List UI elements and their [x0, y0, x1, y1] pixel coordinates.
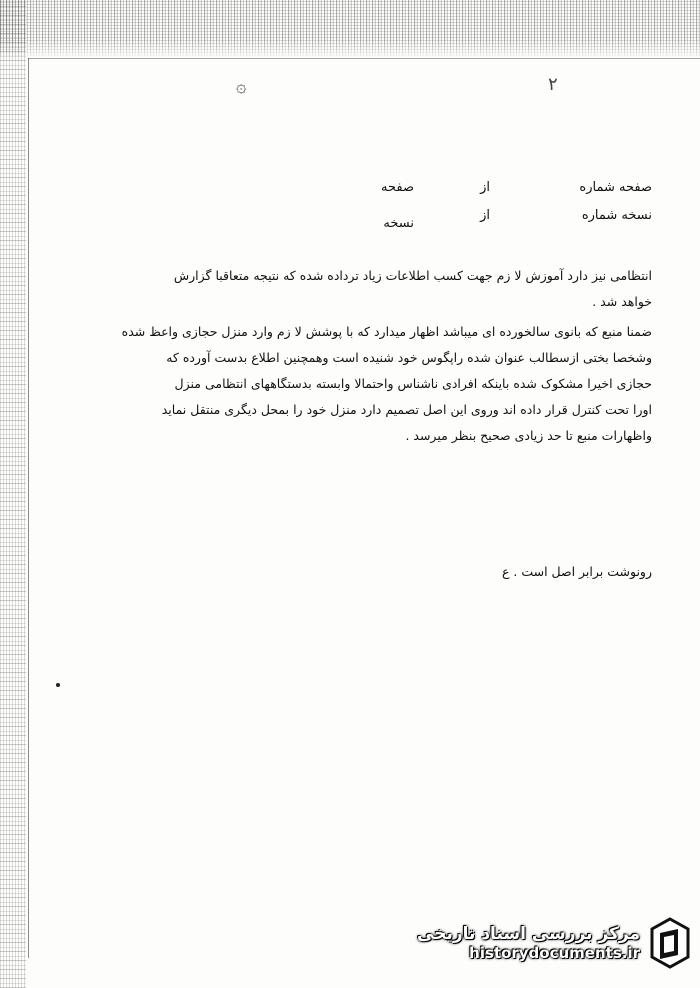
corner-mark-right: ۲ [548, 74, 558, 95]
ink-dot [56, 683, 60, 687]
archive-logo-icon [648, 917, 692, 969]
page-unit-label: صفحه [381, 180, 414, 195]
scan-noise-fade [0, 40, 700, 60]
page-border-left [28, 58, 29, 958]
copy-of-label: از [480, 208, 490, 223]
body-line-2: خواهد شد . [592, 294, 652, 309]
page-number-label: صفحه شماره [579, 180, 652, 195]
page-border-top [28, 58, 700, 59]
corner-mark-left: ۞ [236, 76, 247, 97]
body-line-3: ضمنا منبع که بانوی سالخورده ای میباشد اظهار میدارد که با پوشش لا زم وارد منزل حجازی واعظ شده [121, 324, 652, 339]
copy-unit-label: نسخه [383, 216, 414, 231]
body-line-1: انتظامی نیز دارد آموزش لا زم جهت کسب اطلاعات زیاد ترداده شده که نتیجه متعاقبا گزارش [173, 268, 652, 283]
body-line-7: واظهارات منبع تا حد زیادی صحیح بنظر میرسد . [405, 428, 652, 443]
watermark-url: historydocuments.ir [469, 944, 640, 962]
body-line-5: حجازی اخیرا مشکوک شده باینکه افرادی ناشناس واحتمالا وابسته بدستگاههای انتظامی منزل [174, 376, 652, 391]
scan-noise-left [0, 0, 26, 988]
watermark [402, 912, 692, 974]
body-line-4: وشخصا بختی ازسطالب عنوان شده راپگوس خود شنیده است وهمچنین اطلاع بدست آورده که [166, 350, 652, 365]
certified-copy-note: رونوشت برابر اصل است . ع [501, 564, 652, 579]
watermark-text [417, 924, 640, 962]
copy-number-label: نسخه شماره [581, 208, 652, 223]
body-line-6: اورا تحت کنترل قرار داده اند وروی این اصل تصمیم دارد منزل خود را بمحل دیگری منتقل نماید [161, 402, 652, 417]
page-of-label: از [480, 180, 490, 195]
watermark-title: مرکز بررسی اسناد تاریخی [417, 924, 640, 944]
